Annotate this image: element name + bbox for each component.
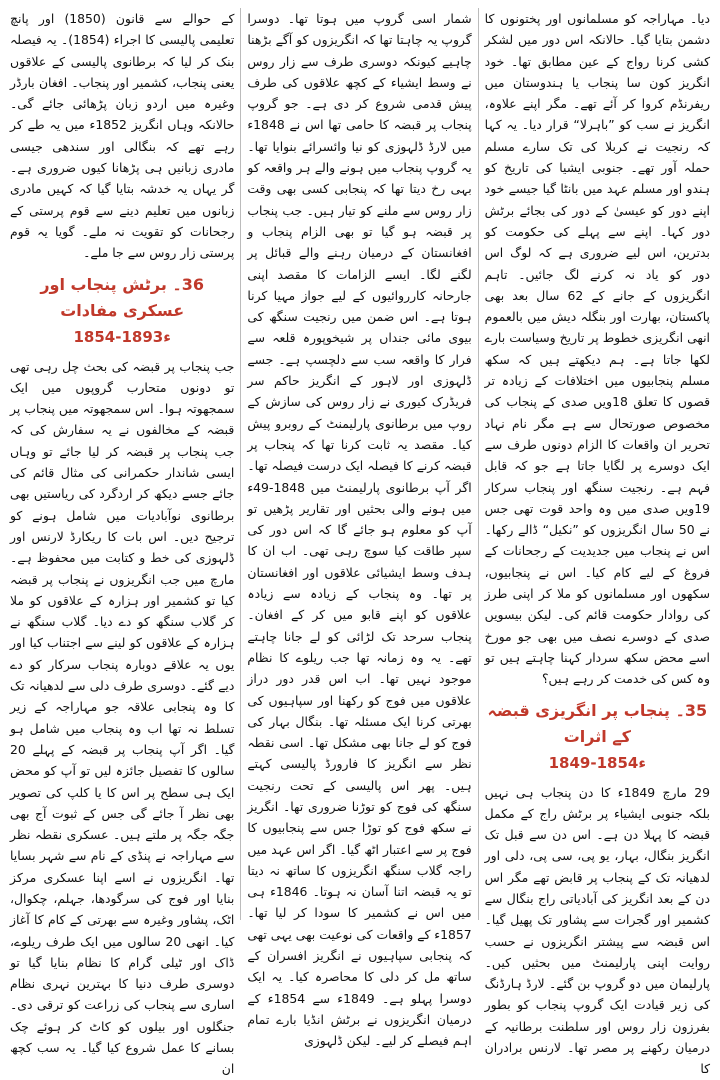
section-heading: 36۔ برٹش پنجاب اور عسکری مفادات: [40, 274, 205, 320]
body-paragraph: کے حوالے سے قانون (1850) اور پانچ تعلیمی پالیسی کا اجراء (1854)۔ یہ فیصلہ بنک کر لیا کہ برطانوی پالیسی کے علاقوں یعنی پنجاب، کشمیر اور پنجاب۔ افغان بارڈر وغیرہ میں اردو زبان پڑھائی جائے گی۔ حالانکہ وہاں انگریز 1852ء میں یہ طے کر رہے تھے کہ بنگالی اور سندھی جیسی مادری زبانیں ہی پڑھانا کیوں ضروری ہے۔ گر یہاں یہ خدشہ بتایا گیا کہ کہیں مادری زبانوں میں تعلیم دینے سے قوم پرستی کے رجحانات کو تقویت نہ ملے۔ گویا یہ قوم پرستی زار روس سے جا ملے۔: [10, 11, 235, 261]
body-paragraph: شمار اسی گروپ میں ہوتا تھا۔ دوسرا گروپ یہ چاہتا تھا کہ انگریزوں کو آگے بڑھنا چاہیے کیونکہ دوسری طرف سے زار روس نے وسط ایشیاء کے کچھ علاقوں کی طرف پیش قدمی شروع کر دی ہے۔ جو گروپ پنجاب پر قبضہ کا حامی تھا اس نے 1848ء میں لارڈ ڈلہوزی کو نیا وائسرائے بنوایا تھا۔ یہ گروپ پنجاب میں ہونے والے ہر واقعہ کو بہی رخ دیتا تھا کہ پنجابی کسی بھی وقت زار روس سے ملنے کو تیار ہیں۔ جب پنجاب پر قبضہ ہو گیا تو بھی الزام پنجاب و افغانستان کے درمیان رہنے والے قبائل پر لگنے لگا۔ ایسے الزامات کا مقصد اپنی جارحانہ کارروائیوں کے لیے جواز مہیا کرنا ہوتا ہے۔ اس ضمن میں رنجیت سنگھ کی بیوی مائی جنداں پر شیخوپورہ قلعہ سے فرار کا واقعہ سب سے دلچسپ ہے۔ جسے ڈلہوزی اور لاہور کے انگریز حاکم سر فریڈرک کیوری نے زار روس کی سازش کے روپ میں برطانوی پارلیمنٹ کے روبرو پیش کیا۔ مقصد یہ ثابت کرنا تھا کہ پنجاب پر قبضہ کرنے کا فیصلہ ایک درست فیصلہ تھا۔ اگر آپ برطانوی پارلیمنٹ میں 1848-49ء میں ہونے والی بحثیں اور تقاریر پڑھیں تو آپ کو معلوم ہو جائے گا کہ اس دور کی سپر طاقت کیا سوچ رہی تھی۔ اب ان کا ہدف وسط ایشیائی علاقوں اور افغانستان پر تھا۔ وہ پنجاب کے زیادہ سے زیادہ علاقوں کو اپنے قابو میں کر کے افغان۔ پنجاب سرحد تک لڑائی کو لے جانا چاہتے تھے۔ یہ وہ زمانہ تھا جب ریلوے کا نظام موجود نہیں تھا۔ اب اس قدر دور دراز علاقوں میں فوج کو رکھنا اور سپاہیوں کی بھرتی کرنا ایک مسئلہ تھا۔ بنگال بہار کی فوج کو لے جانا بھی مشکل تھا۔ اسی نقطہ نظر سے انگریز کا فارورڈ پالیسی کہتے ہیں۔ پھر اس پالیسی کے تحت رنجیت سنگھ کی فوج کو توڑنا ضروری تھا۔ انگریز نے سکھ فوج کو توڑا جس سے پنجابیوں کا فوج پر سے اعتبار اٹھ گیا۔ اگر اس عہد میں راجہ گلاب سنگھ انگریزوں کا ساتھ نہ دیتا تو یہ قبضہ اتنا آسان نہ ہوتا۔ 1846ء ہی میں اس نے کشمیر کا سودا کر لیا تھا۔ 1857ء کے واقعات کی نوعیت بھی یہی تھی کہ پنجابی سپاہیوں نے انگریز افسران کے ساتھ مل کر دلی کا محاصرہ کیا۔ یہ ایک دوسرا پہلو ہے۔ 1849ء سے 1854ء کے درمیان انگریزوں نے برٹش انڈیا بارے تمام اہم فیصلے کر لیے۔ لیکن ڈلہوزی: [247, 11, 472, 1049]
body-paragraph: دیا۔ مہاراجہ کو مسلمانوں اور پختونوں کا دشمن بتایا گیا۔ حالانکہ اس دور میں لشکر کشی کرنا رواج کے عین مطابق تھا۔ خود انگریز کون سا پنجاب یا ہندوستان میں ریفرنڈم کروا کر آئے تھے۔ مگر اپنے علاوہ، انگریز نے سب کو ”باہرلا“ قرار دیا۔ یہ کہا کہ رنجیت نے کربلا کی تک سارے مسلم حملہ آور تھے۔ جنوبی ایشیا کی تاریخ کو ہندو اور مسلم عہد میں بانٹا گیا جیسے خود اپنے دور کو عیسیٰ کے دور کی بجائے برٹش دور کہا۔ اپنے سے پہلے کی حکومت کو بدترین، اس لیے ضروری ہے کہ لوگ اس دور کو یاد نہ کرنے لگ جائیں۔ تاہم انگریزوں کے جانے کے 62 سال بعد بھی پاکستان، بھارت اور بنگلہ دیش میں بالعموم انھی انگریزی خطوط پر تاریخ وسیاست بارے لکھا جاتا ہے۔ ہم دیکھتے ہیں کہ سکھ مسلم پنجابیوں میں اختلافات کے زیادہ تر قصوں کا تعلق 18ویں صدی کے پنجاب کی مخصوص صورتحال سے ہے مگر نام نہاد تحریر ان واقعات کا الزام دونوں طرف سے ایک دوسرے پر لگایا جاتا ہے جو کہ قابل فہم ہے۔ رنجیت سنگھ اور پنجاب سرکار 19ویں صدی میں وہ واحد قوت تھی جس نے 50 سال انگریزوں کو ”نکیل“ ڈالے رکھا۔ اس نے پنجاب میں جدیدیت کے رجحانات کے فروغ کے لیے کام کیا۔ اس نے پنجابیوں، سکھوں اور مسلمانوں کو ملا کر اپنی طرز کی روادار حکومت قائم کی۔ لیکن بیسویں صدی کے دوسرے نصف میں بھی جو مورخ اسے محض سکھ سردار کہنا چاہتے ہیں تو وہ کس کی خدمت کر رہے ہیں؟: [484, 11, 710, 687]
section-heading: 35۔ پنجاب پر انگریزی قبضہ کے اثرات: [487, 700, 708, 746]
section-years: 1849-1854ء: [548, 753, 647, 772]
body-paragraph: 29 مارچ 1849ء کا دن پنجاب ہی نہیں بلکہ جنوبی ایشیاء پر برٹش راج کے مکمل قبضہ کا پہلا دن ہے۔ اس دن سے قبل تک انگریز بنگال، بہار، یو پی، سی پی، دلی اور لدھیانہ تک کے پنجاب پر قابض تھے مگر اس دن کے بعد انگریز کی آبادیاتی راج بنگال سے کشمیر اور گجرات سے پشاور تک پھیل گیا۔ اس قبضہ سے پیشتر انگریزوں نے حسب روایت اپنی پارلیمنٹ میں بحثیں کیں۔ پارلیمان میں دو گروپ بن گئے۔ لارڈ ہارڈنگ کی زیر قیادت ایک گروپ پنجاب کو بطور بفرزون زار روس اور سلطنت برطانیہ کے درمیان رکھنے پر مصر تھا۔ لارنس برادران کا: [484, 784, 710, 1077]
column-right: [479, 8, 716, 1077]
section-years: 1854-1893ء: [73, 327, 171, 346]
column-left: [4, 8, 241, 1077]
column-middle: [241, 8, 478, 1049]
body-paragraph: جب پنجاب پر قبضہ کی بحث چل رہی تھی تو دونوں متحارب گروپوں میں ایک سمجھوتہ ہوا۔ اس سمجھوتہ میں پنجاب پر قبضہ کے مخالفوں نے یہ سفارش کی کہ جب پنجاب پر قبضہ کر لیا جائے تو وہاں ایسی شاندار حکمرانی کی مثال قائم کی جائے جسے دیکھ کر اردگرد کی ریاستیں بھی برطانوی نوآبادیات میں شامل ہونے کو ترجیح دیں۔ اس بات کا ریکارڈ لارنس اور ڈلہوزی کی خط و کتابت میں محفوظ ہے۔ مارچ میں جب انگریزوں نے پنجاب پر قبضہ کیا تو کشمیر اور ہزارہ کے علاقوں کو ملا کر گلاب سنگھ کو دے دیا۔ گلاب سنگھ نے ہزارہ کے علاقوں کو لینے سے اجتناب کیا اور یوں یہ علاقے دوبارہ پنجاب سرکار کو دے دیے گئے۔ دوسری طرف دلی سے لدھیانہ تک کا وہ پنجابی علاقہ جو مہاراجہ کے زیر تسلط نہ تھا اب وہ پنجاب میں شامل ہو گیا۔ اگر آپ پنجاب پر قبضہ کے پہلے 20 سالوں کا تفصیل جائزہ لیں تو آپ کو محض ایک ہی سطح پر اس کا یا کلپ کی تصویر بھی نظر آ جائے گی جس کے ثبوت آج بھی جگہ جگہ پر ملتے ہیں۔ عسکری نقطہ نظر سے مہاراجہ نے پنڈی کے نام سے شہر بسایا تھا۔ انگریزوں نے اسے اپنا عسکری مرکز بنایا اور فوج کی سرگودھا، جہلم، چکوال، اٹک، پشاور وغیرہ سے بھرتی کے کام کا آغاز کیا۔ انھی 20 سالوں میں ایک طرف ریلوے، ڈاک اور ٹیلی گرام کا نظام بنایا گیا تو دوسری طرف دنیا کا بہترین نہری نظام اساری سے پنجاب کی زراعت کو ترقی دی۔ جنگلوں اور بیلوں کو کاٹ کر ہوئے چک بسانے کا عمل شروع کیا گیا۔ یہ سب کچھ ان: [10, 358, 235, 1077]
